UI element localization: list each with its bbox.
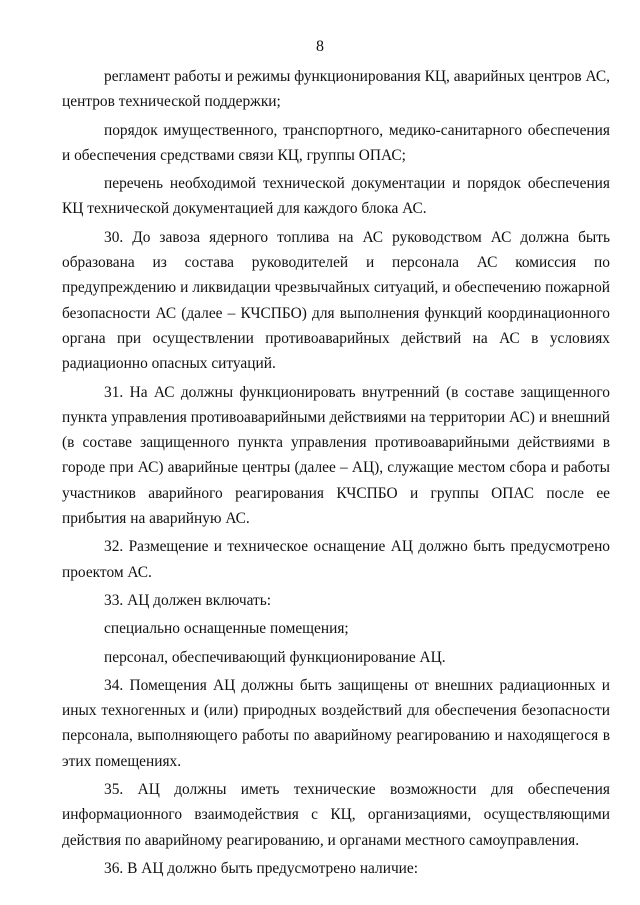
paragraph-operating-regulations: регламент работы и режимы функционирования КЦ, аварийных центров АС, центров технической поддержки;	[62, 68, 610, 111]
paragraph-documentation-list: перечень необходимой технической документации и порядок обеспечения КЦ технической документацией для каждого блока АС.	[62, 175, 610, 218]
paragraph-30: 30. До завоза ядерного топлива на АС руководством АС должна быть образована из состава руководителей и персонала АС комиссия по предупреждению и ликвидации чрезвычайных ситуаций, и обеспечению пожарной безопасности АС (далее – КЧСПБО) для выполнения функций координационного органа при осуществлении противоаварийных действий на АС в условиях радиационно опасных ситуаций.	[62, 228, 610, 373]
document-body	[62, 64, 610, 881]
paragraph-34: 34. Помещения АЦ должны быть защищены от внешних радиационных и иных техногенных и (или) природных воздействий для обеспечения безопасности персонала, выполняющего работы по аварийному реагированию и находящегося в этих помещениях.	[62, 676, 610, 770]
paragraph-31: 31. На АС должны функционировать внутренний (в составе защищенного пункта управления противоаварийными действиями на территории АС) и внешний (в составе защищенного пункта управления противоаварийными действиями в городе при АС) аварийные центры (далее – АЦ), служащие местом сбора и работы участников аварийного реагирования КЧСПБО и группы ОПАС после ее прибытия на аварийную АС.	[62, 383, 610, 528]
paragraph-32: 32. Размещение и техническое оснащение АЦ должно быть предусмотрено проектом АС.	[62, 538, 610, 581]
paragraph-support-procedure: порядок имущественного, транспортного, медико-санитарного обеспечения и обеспечения средствами связи КЦ, группы ОПАС;	[62, 121, 610, 164]
paragraph-35: 35. АЦ должны иметь технические возможности для обеспечения информационного взаимодействия с КЦ, организациями, осуществляющими действия по аварийному реагированию, и органами местного самоуправления.	[62, 781, 610, 849]
paragraph-33-item-personnel: персонал, обеспечивающий функционирование АЦ.	[104, 648, 446, 666]
paragraph-33-item-rooms: специально оснащенные помещения;	[104, 620, 349, 638]
paragraph-33: 33. АЦ должен включать:	[104, 591, 272, 609]
page-number: 8	[316, 38, 324, 55]
paragraph-36: 36. В АЦ должно быть предусмотрено наличие:	[104, 859, 419, 877]
